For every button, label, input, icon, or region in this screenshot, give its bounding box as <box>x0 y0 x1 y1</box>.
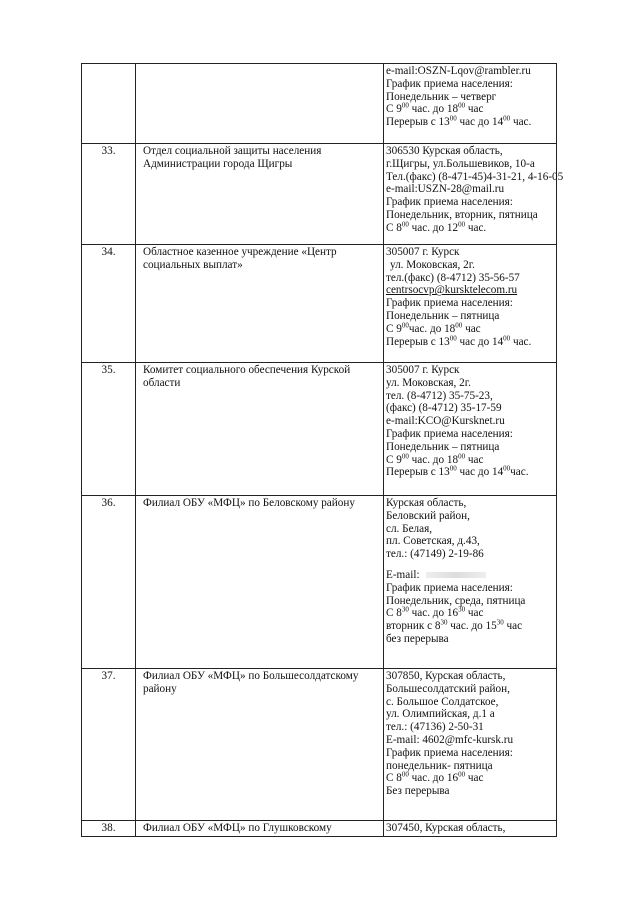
email: E-mail: 4602@mfc-kursk.ru <box>386 733 514 746</box>
row-number: 36. <box>82 496 136 669</box>
office-name: Филиал ОБУ «МФЦ» по Глушковскому <box>136 821 384 837</box>
schedule-days: Понедельник – пятница <box>386 440 500 453</box>
address-line: пл. Советская, д.43, <box>386 535 480 548</box>
row-number: 38. <box>82 821 136 837</box>
schedule-title: График приема населения: <box>386 77 513 90</box>
schedule-break: Перерыв с $13^{00}$ час до $14^{00}$ час. <box>386 333 532 348</box>
phone: тел.: (47136) 2-50-31 <box>386 721 484 734</box>
office-name <box>136 64 384 144</box>
table-row <box>82 669 557 821</box>
schedule-title: График приема населения: <box>386 196 513 209</box>
schedule-hours: С $8^{00}$ час. до $12^{00}$ час. <box>386 220 487 234</box>
no-break: без перерыва <box>386 632 449 645</box>
phone: тел.(факс) (8-4712) 35-56-57 <box>386 271 520 284</box>
schedule-days: Понедельник – пятница <box>386 309 500 322</box>
table-row <box>82 64 557 144</box>
address-line: 305007 г. Курск <box>386 364 460 376</box>
table-row <box>82 245 557 363</box>
office-contacts <box>384 64 557 144</box>
phone: Тел.(факс) (8-471-45)4-31-21, 4-16-05 <box>386 170 564 183</box>
row-number: 33. <box>82 144 136 245</box>
email: e-mail:OSZN-Lqov@rambler.ru <box>386 65 531 77</box>
schedule-break: Перерыв с $13^{00}$ час до $14^{00}$ час. <box>386 114 532 129</box>
row-number <box>82 64 136 144</box>
office-name: Комитет социального обеспечения Курской области <box>136 363 384 496</box>
schedule-title: График приема населения: <box>386 297 513 310</box>
email: e-mail:KCO@Kursknet.ru <box>386 415 505 428</box>
office-name: Филиал ОБУ «МФЦ» по Большесолдатскому району <box>136 669 384 821</box>
email-link[interactable]: centrsocvp@kursktelecom.ru <box>386 284 518 297</box>
office-contacts <box>384 669 557 821</box>
office-name: Филиал ОБУ «МФЦ» по Беловскому району <box>136 496 384 669</box>
office-contacts <box>384 245 557 363</box>
schedule-days: Понедельник, вторник, пятница <box>386 208 538 221</box>
address-line: сл. Белая, <box>386 522 433 535</box>
schedule-hours: С $9^{00}$ час. до $18^{00}$ час <box>386 101 484 116</box>
address-line: 307450, Курская область, <box>386 822 506 834</box>
office-contacts <box>384 144 564 245</box>
table-row <box>82 821 557 837</box>
redacted-email <box>426 572 486 578</box>
office-contacts <box>384 496 557 669</box>
office-contacts <box>384 821 557 837</box>
row-number: 37. <box>82 669 136 821</box>
offices-table <box>81 63 564 837</box>
schedule-hours: С $8^{30}$ час. до $16^{30}$ час <box>386 605 484 620</box>
schedule-days: Понедельник, среда, пятница <box>386 594 526 607</box>
address-line: Большесолдатский район, <box>386 682 510 695</box>
address-line: г.Щигры, ул.Большевиков, 10-а <box>386 157 535 170</box>
address-line: Беловский район, <box>386 509 470 522</box>
schedule-hours: С $8^{00}$ час. до $16^{00}$ час <box>386 770 484 785</box>
phone: тел. (8-4712) 35-75-23, <box>386 389 493 402</box>
schedule-tuesday: вторник с $8^{30}$ час. до $15^{30}$ час <box>386 618 523 633</box>
phone: тел.: (47149) 2-19-86 <box>386 548 484 561</box>
address-line: Курская область, <box>386 497 467 509</box>
address-line: ул. Моковская, 2г. <box>390 258 475 271</box>
email: E-mail: <box>386 569 553 582</box>
schedule-hours: С $9^{00}$ час. до $18^{00}$ час <box>386 451 484 466</box>
table-row <box>82 496 557 669</box>
schedule-days: понедельник- пятница <box>386 759 493 772</box>
address-line: 307850, Курская область, <box>386 670 506 682</box>
schedule-hours: С $9^{00}час$. до $18^{00}$ час <box>386 321 481 335</box>
schedule-break: Перерыв с $13^{00}$ час до $14^{00}час$. <box>386 464 529 479</box>
table-row <box>82 363 557 496</box>
spacer <box>386 561 553 569</box>
table-row <box>82 144 557 245</box>
office-name: Областное казенное учреждение «Центр социальных выплат» <box>136 245 384 363</box>
email: e-mail:USZN-28@mail.ru <box>386 183 505 196</box>
address-line: 306530 Курская область, <box>386 145 503 157</box>
fax: (факс) (8-4712) 35-17-59 <box>386 402 502 415</box>
schedule-title: График приема населения: <box>386 427 513 440</box>
address-line: с. Большое Солдатское, <box>386 695 499 708</box>
row-number: 34. <box>82 245 136 363</box>
address-line: ул. Моковская, 2г. <box>386 376 471 389</box>
office-contacts <box>384 363 557 496</box>
schedule-title: График приема населения: <box>386 581 513 594</box>
address-line: ул. Олимпийская, д.1 а <box>386 708 495 721</box>
address-line: 305007 г. Курск <box>386 246 460 258</box>
no-break: Без перерыва <box>386 785 450 798</box>
schedule-days: Понедельник – четверг <box>386 90 497 103</box>
office-name: Отдел социальной защиты населения Администрации города Щигры <box>136 144 384 245</box>
schedule-title: График приема населения: <box>386 746 513 759</box>
row-number: 35. <box>82 363 136 496</box>
